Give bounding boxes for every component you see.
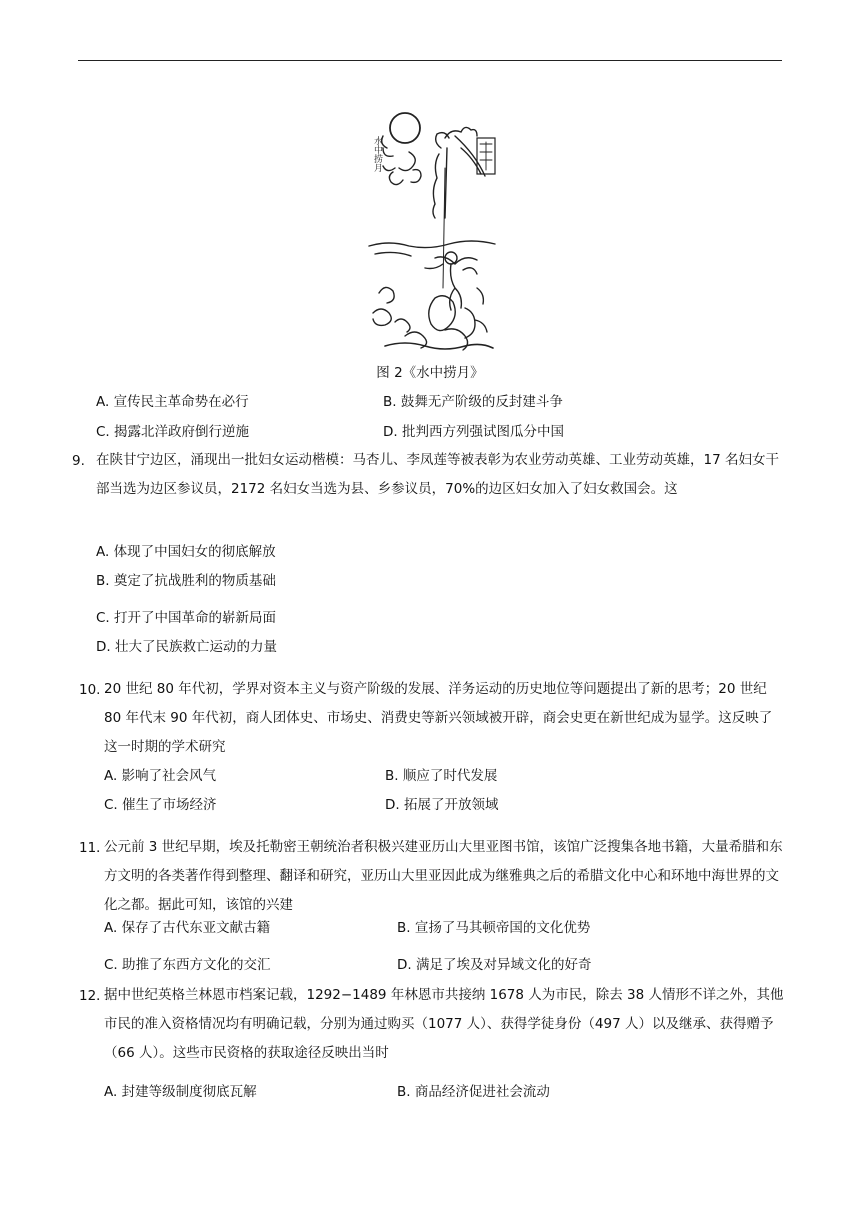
q8-option-c: C. 揭露北洋政府倒行逆施 — [96, 424, 250, 440]
q11-number: 11． — [79, 840, 110, 856]
q9-option-c: C. 打开了中国革命的崭新局面 — [96, 610, 277, 626]
q10-option-a: A. 影响了社会风气 — [104, 768, 217, 784]
illustration-water-moon — [365, 108, 500, 354]
q10-option-c: C. 催生了市场经济 — [104, 797, 217, 813]
q9-stem: 在陕甘宁边区，涌现出一批妇女运动楷模：马杏儿、李凤莲等被表彰为农业劳动英雄、工业劳动英雄，17 名妇女干部当选为边区参议员，2172 名妇女当选为县、乡参议员，70%的边区妇女加入了妇女救国会。这 — [96, 452, 779, 497]
q11-option-c: C. 助推了东西方文化的交汇 — [104, 957, 271, 973]
figure-caption: 图 2《水中捞月》 — [376, 365, 484, 381]
q8-option-a: A. 宣传民主革命势在必行 — [96, 394, 249, 410]
q12-stem: 据中世纪英格兰林恩市档案记载，1292−1489 年林恩市共接纳 1678 人为市民，除去 38 人情形不详之外，其他市民的准入资格情况均有明确记载，分别为通过购买（1077 人）、获得学徒身份（497 人）以及继承、获得赠予（66 人）。这些市民资格的获取途径反映出当时 — [104, 987, 784, 1061]
q9-option-a: A. 体现了中国妇女的彻底解放 — [96, 544, 276, 560]
q10-option-d: D. 拓展了开放领域 — [385, 797, 499, 813]
inscription-text: 水中捞月 — [372, 136, 382, 172]
q10-number: 10. — [79, 682, 101, 698]
q11-option-a: A. 保存了古代东亚文献古籍 — [104, 920, 271, 936]
q10-stem: 20 世纪 80 年代初，学界对资本主义与资产阶级的发展、洋务运动的历史地位等问题提出了新的思考；20 世纪 80 年代末 90 年代初，商人团体史、市场史、消费史等新兴领域被开辟，商会史更在新世纪成为显学。这反映了这一时期的学术研究 — [104, 681, 773, 755]
q11-stem: 公元前 3 世纪早期，埃及托勒密王朝统治者积极兴建亚历山大里亚图书馆，该馆广泛搜集各地书籍，大量希腊和东方文明的各类著作得到整理、翻译和研究，亚历山大里亚因此成为继雅典之后的希腊文化中心和环地中海世界的文化之都。据此可知，该馆的兴建 — [104, 839, 783, 913]
q8-option-d: D. 批判西方列强试图瓜分中国 — [383, 424, 564, 440]
q12-option-b: B. 商品经济促进社会流动 — [397, 1084, 550, 1100]
q10-option-b: B. 顺应了时代发展 — [385, 768, 498, 784]
q9-option-d: D. 壮大了民族救亡运动的力量 — [96, 639, 277, 655]
q12-number: 12． — [79, 988, 110, 1004]
q11-option-b: B. 宣扬了马其顿帝国的文化优势 — [397, 920, 591, 936]
header-rule — [78, 60, 782, 61]
q12-option-a: A. 封建等级制度彻底瓦解 — [104, 1084, 257, 1100]
q8-option-b: B. 鼓舞无产阶级的反封建斗争 — [383, 394, 563, 410]
q9-number: 9. — [72, 453, 85, 469]
q9-option-b: B. 奠定了抗战胜利的物质基础 — [96, 573, 276, 589]
q11-option-d: D. 满足了埃及对异域文化的好奇 — [397, 957, 592, 973]
